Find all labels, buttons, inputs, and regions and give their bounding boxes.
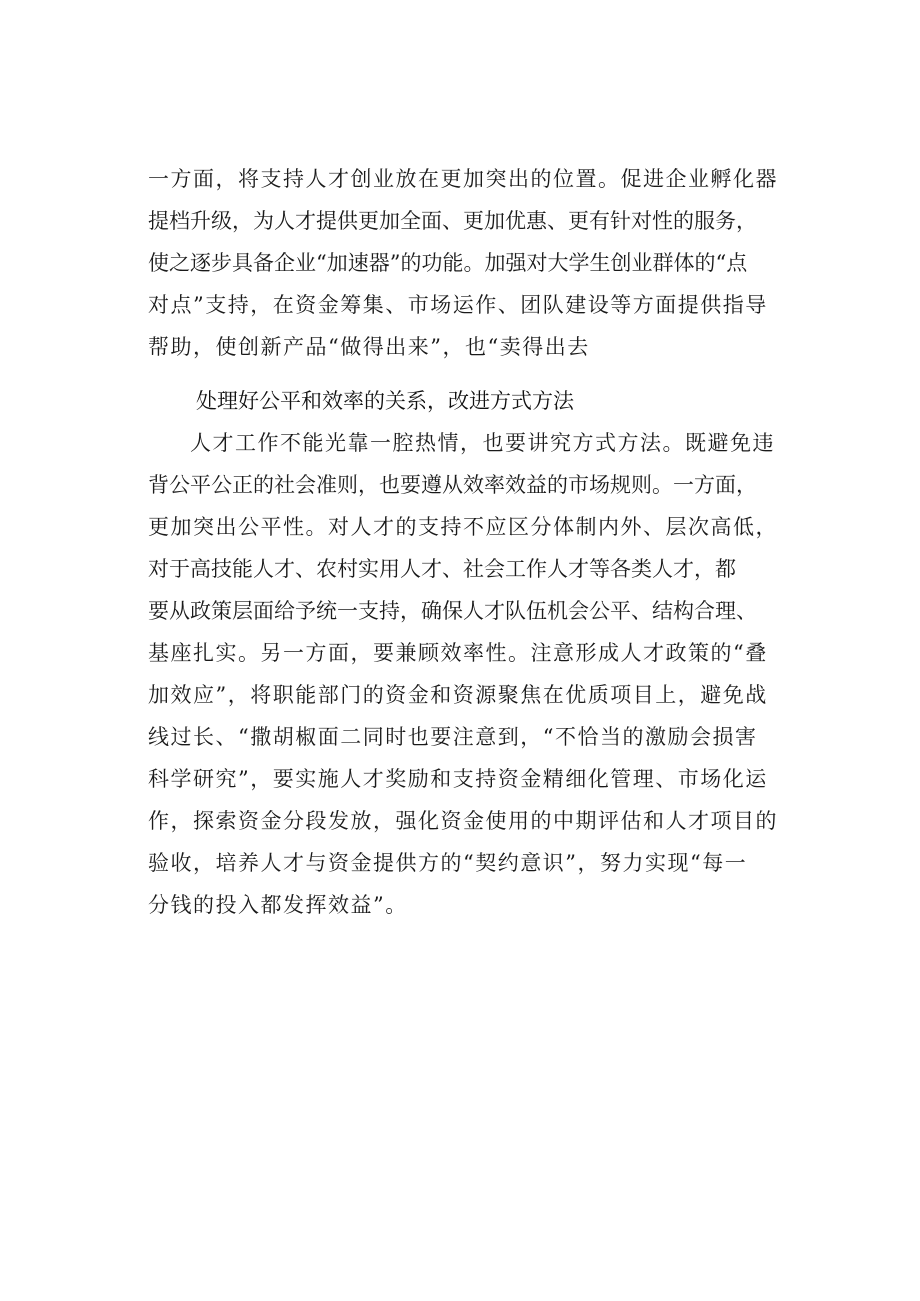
paragraph-line: 基座扎实。另一方面，要兼顾效率性。注意形成人才政策的“叠 xyxy=(148,641,768,665)
paragraph-fairness-efficiency xyxy=(148,422,828,926)
paragraph-line: 对点”支持，在资金筹集、市场运作、团队建设等方面提供指导 xyxy=(148,293,768,317)
paragraph-line: 提档升级，为人才提供更加全面、更加优惠、更有针对性的服务， xyxy=(148,209,757,233)
paragraph-line: 使之逐步具备企业“加速器”的功能。加强对大学生创业群体的“点 xyxy=(148,251,748,275)
paragraph-line: 帮助，使创新产品“做得出来”，也“卖得出去 xyxy=(148,335,590,359)
paragraph-line: 更加突出公平性。对人才的支持不应区分体制内外、层次高低， xyxy=(148,515,778,539)
paragraph-line: 一方面，将支持人才创业放在更加突出的位置。促进企业孵化器 xyxy=(148,167,778,191)
section-heading: 处理好公平和效率的关系，改进方式方法 xyxy=(196,389,574,413)
paragraph-line: 作，探索资金分段发放，强化资金使用的中期评估和人才项目的 xyxy=(148,809,778,833)
paragraph-entrepreneurship xyxy=(148,158,828,368)
paragraph-line: 背公平公正的社会准则，也要遵从效率效益的市场规则。一方面， xyxy=(148,473,757,497)
paragraph-line: 人才工作不能光靠一腔热情，也要讲究方式方法。既避免违 xyxy=(190,431,775,455)
paragraph-line: 对于高技能人才、农村实用人才、社会工作人才等各类人才，都 xyxy=(148,557,736,581)
paragraph-line: 要从政策层面给予统一支持，确保人才队伍机会公平、结构合理、 xyxy=(148,599,757,623)
paragraph-line: 科学研究”，要实施人才奖励和支持资金精细化管理、市场化运 xyxy=(148,767,768,791)
paragraph-line: 分钱的投入都发挥效益”。 xyxy=(148,893,408,917)
paragraph-line: 线过长、“撒胡椒面二同时也要注意到，“不恰当的激励会损害 xyxy=(148,725,758,749)
paragraph-line: 验收，培养人才与资金提供方的“契约意识”，努力实现“每一 xyxy=(148,851,748,875)
paragraph-line: 加效应”，将职能部门的资金和资源聚焦在优质项目上，避免战 xyxy=(148,683,768,707)
